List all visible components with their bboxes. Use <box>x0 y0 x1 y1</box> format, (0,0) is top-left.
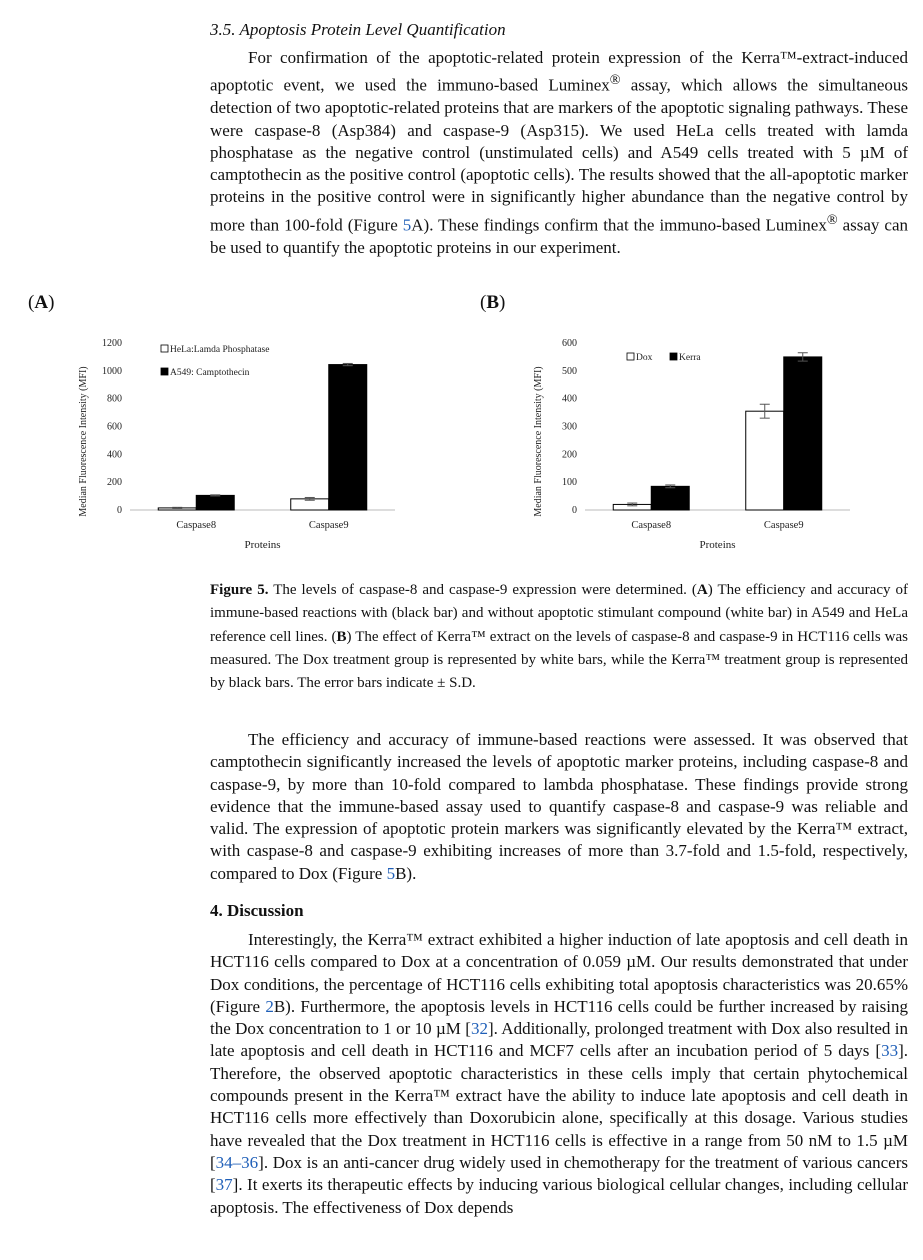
chart-panel-a <box>75 330 405 565</box>
legend-swatch <box>161 368 168 375</box>
x-tick-label: Caspase8 <box>631 520 672 531</box>
y-tick-label: 800 <box>107 393 122 405</box>
y-tick-label: 100 <box>562 477 577 489</box>
registered-mark: ® <box>609 72 621 89</box>
text-run: ) The effect of Kerra™ extract on the levels of caspase-8 and caspase-9 in HCT116 cells was measured. The Dox treatment group is represented by white bars, while the Kerra™ treatment group is represented by black bars. The error bars indicate ± S.D. <box>210 628 908 692</box>
text-run: ) The efficiency and accuracy of immune-based reactions with (black bar) and without apoptotic stimulant compound (white bar) in A549 and HeLa reference cell lines. ( <box>210 582 908 645</box>
legend-swatch <box>670 353 677 360</box>
bar <box>746 411 784 510</box>
figure-caption <box>210 579 908 695</box>
x-tick-label: Caspase9 <box>308 520 349 531</box>
y-tick-label: 200 <box>562 449 577 461</box>
y-tick-label: 1200 <box>102 338 122 349</box>
legend-swatch <box>161 345 168 352</box>
reference-link[interactable]: 34–36 <box>215 1152 259 1172</box>
x-axis-label: Proteins <box>244 539 281 551</box>
bar <box>784 357 822 510</box>
bar <box>651 486 689 510</box>
section-heading-discussion: 4. Discussion <box>210 901 304 920</box>
legend-label: HeLa:Lamda Phosphatase <box>170 345 270 355</box>
legend-label: Kerra <box>679 353 701 363</box>
legend-label: A549: Camptothecin <box>170 368 250 378</box>
panel-b-label: (B) <box>480 292 506 313</box>
reference-link[interactable]: 32 <box>470 1019 488 1039</box>
text-run: ]. Additionally, prolonged treatment with Dox also resulted in late apoptosis and cell death in HCT116 and MCF7 cells after an incubation period of 5 days [ <box>210 1019 908 1061</box>
text-run: B). Furthermore, the apoptosis levels in HCT116 cells could be further increased by raising the Dox concentration to 1 or 10 µM [ <box>210 996 909 1039</box>
text-run: assay, which allows the simultaneous detection of two apoptotic-related proteins that are markers of the apoptotic signaling pathways. These were caspase-8 (Asp384) and caspase-9 (Asp315). We used HeLa cells treated with lamda phosphatase as the negative control (unstimulated cells) and A549 cells treated with 5 µM of camptothecin as the positive control (apoptotic cells). The results showed that the all-apoptotic marker proteins in the positive control were in significantly higher abundance than the negative control by more than 100-fold (Figure <box>210 75 908 235</box>
y-axis-label: Median Fluorescence Intensity (MFI) <box>78 366 89 517</box>
y-tick-label: 600 <box>562 338 577 349</box>
legend-swatch <box>627 353 634 360</box>
text-run: B). <box>395 863 417 883</box>
y-tick-label: 200 <box>107 477 122 489</box>
text-run: assay can be used to quantify the apoptotic proteins in our experiment. <box>210 215 908 257</box>
x-axis-label: Proteins <box>699 539 736 551</box>
y-axis-label: Median Fluorescence Intensity (MFI) <box>533 366 544 517</box>
text-run: ]. It exerts its therapeutic effects by inducing various biological cellular changes, including cellular apoptosis. The effectiveness of Dox depends <box>210 1175 908 1217</box>
text-run: The levels of caspase-8 and caspase-9 expression were determined. ( <box>268 582 697 598</box>
text-run: Interestingly, the Kerra™ extract exhibited a higher induction of late apoptosis and cell death in HCT116 cells compared to Dox at a concentration of 0.059 µM. Our results demonstrated that under Dox conditions, the percentage of HCT116 cells exhibiting total apoptosis characteristics was 20.65% (Figure <box>210 930 908 1016</box>
y-tick-label: 400 <box>107 449 122 461</box>
text-run: The efficiency and accuracy of immune-based reactions were assessed. It was observed that camptothecin significantly increased the levels of apoptotic marker proteins, including caspase-8 and caspase-9, by more than 10-fold compared to lambda phosphatase. These findings provide strong evidence that the immune-based assay used to quantify caspase-8 and caspase-9 was reliable and valid. The expression of apoptotic protein markers was significantly elevated by the Kerra™ extract, with caspase-8 and caspase-9 exhibiting increases of more than 3.7-fold and 1.5-fold, respectively, compared to Dox (Figure <box>210 730 908 883</box>
bold-text: Figure 5. <box>210 582 269 598</box>
y-tick-label: 400 <box>562 393 577 405</box>
bold-text: B <box>336 628 347 645</box>
bar <box>329 365 367 510</box>
chart-panel-b <box>530 330 860 565</box>
y-tick-label: 0 <box>572 505 577 516</box>
chart-b-svg <box>530 330 860 560</box>
panel-a-label: (A) <box>28 292 55 313</box>
paragraph-apoptosis-quantification <box>210 47 908 259</box>
bold-text: A <box>696 582 708 598</box>
text-run: ]. Therefore, the observed apoptotic characteristics in these cells imply that certain phytochemical compounds present in the Kerra™ extract have the ability to induce late apoptosis and cell death in HCT116 cells more effectively than Doxorubicin alone, specifically at this dosage. Various studies have revealed that the Dox treatment in HCT116 cells is effective in a range from 50 nM to 1.5 µM [ <box>210 1041 908 1172</box>
paragraph-efficiency <box>210 729 908 885</box>
y-tick-label: 500 <box>562 365 577 377</box>
text-run: A). These findings confirm that the immuno-based Luminex <box>411 215 827 235</box>
y-tick-label: 0 <box>117 505 122 516</box>
paragraph-discussion <box>210 929 908 1219</box>
y-tick-label: 300 <box>562 421 577 433</box>
section-title: 3.5. Apoptosis Protein Level Quantification <box>210 20 506 39</box>
x-tick-label: Caspase9 <box>763 520 804 531</box>
registered-mark: ® <box>826 211 838 228</box>
y-tick-label: 600 <box>107 421 122 433</box>
chart-a-svg <box>75 330 405 560</box>
reference-link[interactable]: 5 <box>386 863 396 883</box>
reference-link[interactable]: 37 <box>215 1175 233 1195</box>
reference-link[interactable]: 2 <box>265 996 274 1016</box>
reference-link[interactable]: 5 <box>402 215 412 235</box>
text-run: ]. Dox is an anti-cancer drug widely used in chemotherapy for the treatment of various cancers [ <box>210 1152 908 1195</box>
bar <box>196 495 234 510</box>
text-run: For confirmation of the apoptotic-related protein expression of the Kerra™-extract-induced apoptotic event, we used the immuno-based Luminex <box>210 48 908 95</box>
legend-label: Dox <box>636 353 653 363</box>
y-tick-label: 1000 <box>102 365 122 377</box>
x-tick-label: Caspase8 <box>176 520 217 531</box>
reference-link[interactable]: 33 <box>881 1041 899 1061</box>
